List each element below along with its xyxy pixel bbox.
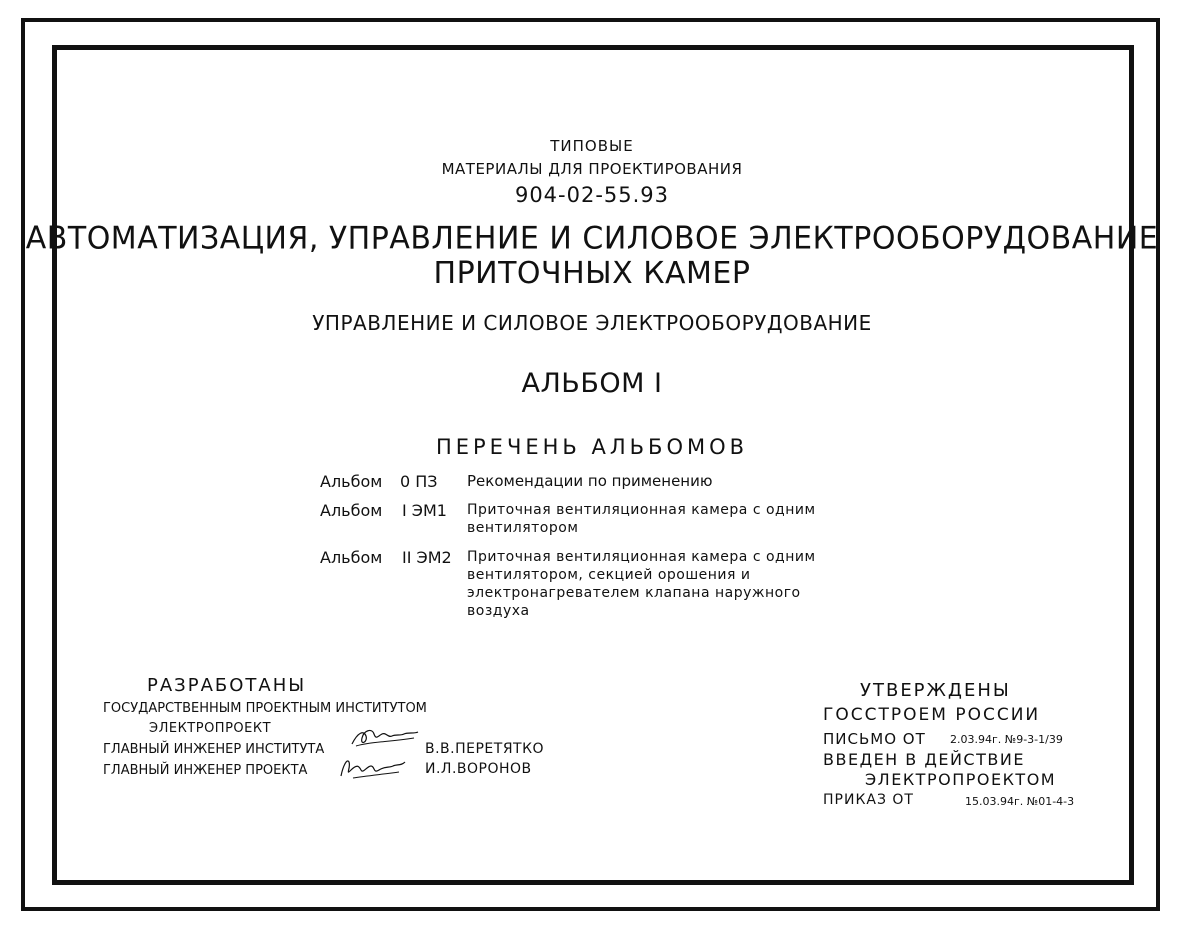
approved-by: ГОССТРОЕМ РОССИИ [823,705,1041,725]
enacted-by: ЭЛЕКТРОПРОЕКТОМ [865,770,1057,789]
chief-engineer-institute-name: В.В.ПЕРЕТЯТКО [425,741,545,757]
main-title-line2: ПРИТОЧНЫХ КАМЕР [433,256,751,291]
signature-1-icon [348,726,423,752]
order-date: 15.03.94г. №01-4-3 [965,795,1075,808]
header-line-materials: МАТЕРИАЛЫ ДЛЯ ПРОЕКТИРОВАНИЯ [441,160,743,178]
main-title-line1: АВТОМАТИЗАЦИЯ, УПРАВЛЕНИЕ И СИЛОВОЕ ЭЛЕКТРООБОРУДОВАНИЕ [25,220,1159,257]
album-2-description-line1: Приточная вентиляционная камера с одним [467,549,816,565]
album-0-code: 0 ПЗ [400,472,438,491]
album-1-label: Альбом [320,501,383,520]
album-2-code: II ЭМ2 [402,548,452,567]
album-1-description-line1: Приточная вентиляционная камера с одним [467,502,816,518]
chief-engineer-project-label: ГЛАВНЫЙ ИНЖЕНЕР ПРОЕКТА [103,763,308,778]
developed-institute: ГОСУДАРСТВЕННЫМ ПРОЕКТНЫМ ИНСТИТУТОМ [103,701,427,716]
album-2-description-line4: воздуха [467,603,530,619]
chief-engineer-institute-label: ГЛАВНЫЙ ИНЖЕНЕР ИНСТИТУТА [103,742,325,757]
order-label: ПРИКАЗ ОТ [823,792,914,808]
signature-2-icon [335,752,410,782]
album-0-description: Рекомендации по применению [467,472,713,490]
document-number: 904-02-55.93 [514,183,670,207]
subtitle: УПРАВЛЕНИЕ И СИЛОВОЕ ЭЛЕКТРООБОРУДОВАНИЕ [312,311,872,335]
developed-heading: РАЗРАБОТАНЫ [147,675,307,696]
album-0-label: Альбом [320,472,383,491]
album-2-description-line3: электронагревателем клапана наружного [467,585,801,601]
album-2-label: Альбом [320,548,383,567]
albums-list-heading: ПЕРЕЧЕНЬ АЛЬБОМОВ [435,435,749,459]
album-1-description-line2: вентилятором [467,520,579,536]
album-title: АЛЬБОМ I [521,368,663,399]
album-1-code: I ЭМ1 [402,501,447,520]
album-2-description-line2: вентилятором, секцией орошения и [467,567,751,583]
approval-letter-label: ПИСЬМО ОТ [823,730,926,748]
approved-heading: УТВЕРЖДЕНЫ [860,680,1011,701]
header-line-typical: ТИПОВЫЕ [550,137,634,155]
developed-institute-name: ЭЛЕКТРОПРОЕКТ [149,721,272,736]
approval-letter-date: 2.03.94г. №9-3-1/39 [950,733,1063,746]
enacted-label: ВВЕДЕН В ДЕЙСТВИЕ [823,750,1025,769]
chief-engineer-project-name: И.Л.ВОРОНОВ [425,761,532,777]
